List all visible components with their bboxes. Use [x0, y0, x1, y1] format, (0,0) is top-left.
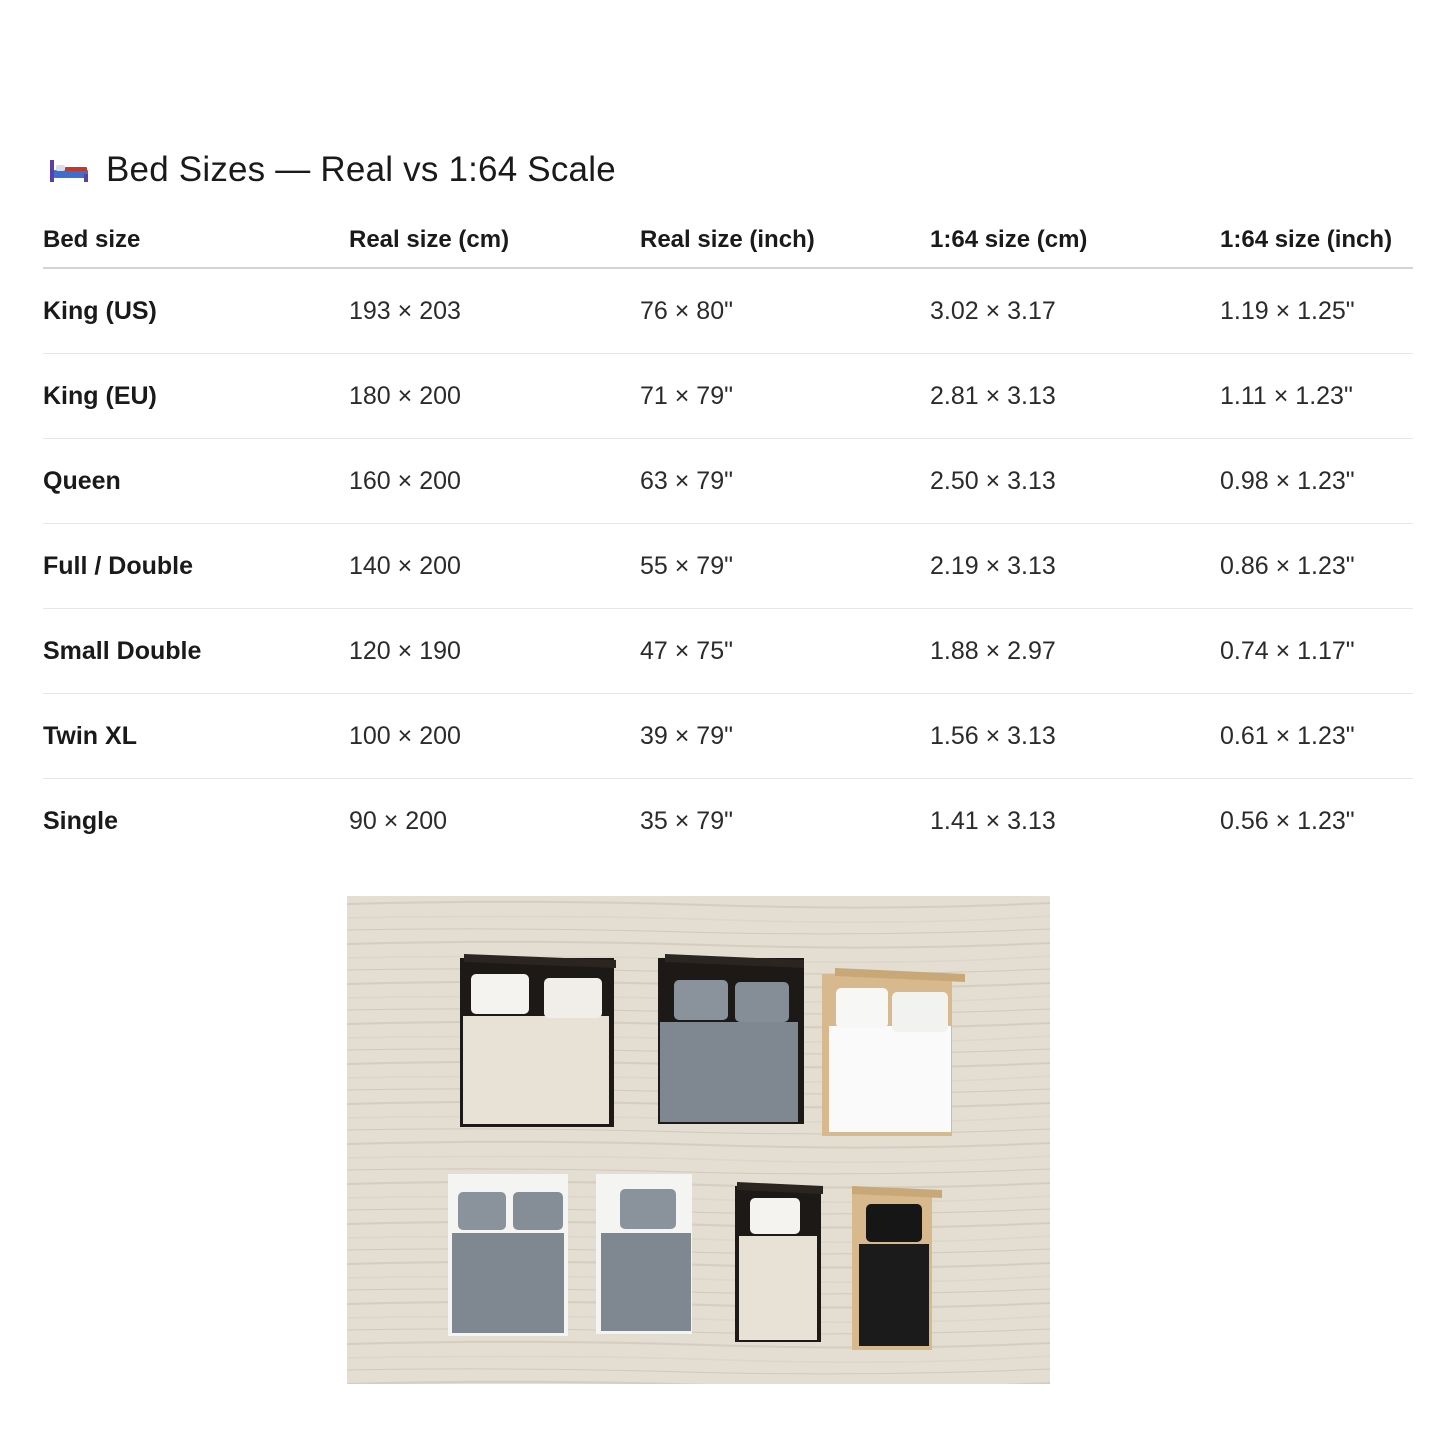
- miniature-bed-white-grey-single: [596, 1174, 692, 1334]
- bed-size-name: Single: [43, 806, 119, 835]
- miniature-bed-natural-white: [822, 968, 965, 1136]
- real-size-inch: 76 × 80": [640, 268, 930, 354]
- real-size-inch: 39 × 79": [640, 694, 930, 779]
- bed-size-name: King (US): [43, 268, 349, 354]
- real-size-cm: 120 × 190: [349, 609, 640, 694]
- scale-size-inch: 0.56 × 1.23": [1220, 806, 1355, 835]
- scale-size-inch: 1.19 × 1.25": [1220, 268, 1413, 354]
- scale-size-inch: 1.11 × 1.23": [1220, 354, 1413, 439]
- scale-size-cm: 3.02 × 3.17: [930, 268, 1220, 354]
- scale-size-cm: 2.19 × 3.13: [930, 524, 1220, 609]
- scale-size-inch: 0.74 × 1.17": [1220, 609, 1413, 694]
- column-header-scale-inch: 1:64 size (inch): [1220, 212, 1413, 268]
- scale-size-cm: 1.88 × 2.97: [930, 609, 1220, 694]
- real-size-cm: 90 × 200: [349, 806, 448, 835]
- column-header-bed-size: Bed size: [43, 212, 349, 268]
- real-size-cm: 160 × 200: [349, 439, 640, 524]
- bed-sizes-table: [43, 212, 1413, 863]
- column-header-real-cm: Real size (cm): [349, 212, 640, 268]
- miniature-beds-photo: [347, 896, 1050, 1384]
- scale-size-inch: 0.86 × 1.23": [1220, 524, 1413, 609]
- scale-size-inch: 0.61 × 1.23": [1220, 694, 1413, 779]
- bed-size-name: Queen: [43, 439, 349, 524]
- bed-size-name: Full / Double: [43, 524, 349, 609]
- scale-size-cm: 1.56 × 3.13: [930, 694, 1220, 779]
- miniature-bed-dark-grey-large: [658, 954, 804, 1124]
- table-header-row: [43, 212, 1413, 268]
- miniature-beds-illustration: [347, 896, 1050, 1384]
- miniature-bed-white-grey-double: [448, 1174, 568, 1336]
- table-row: [43, 354, 1413, 439]
- real-size-cm: 100 × 200: [349, 694, 640, 779]
- real-size-cm: 193 × 203: [349, 268, 640, 354]
- miniature-bed-natural-black: [852, 1186, 942, 1350]
- table-row: [43, 779, 1413, 864]
- bed-size-name: Twin XL: [43, 694, 349, 779]
- real-size-cm: 140 × 200: [349, 524, 640, 609]
- table-row: [43, 524, 1413, 609]
- column-header-scale-cm: 1:64 size (cm): [930, 212, 1220, 268]
- table-row: [43, 694, 1413, 779]
- scale-size-cm: 2.81 × 3.13: [930, 354, 1220, 439]
- real-size-inch: 63 × 79": [640, 439, 930, 524]
- bed-size-name: Small Double: [43, 609, 349, 694]
- title-row: [48, 150, 616, 190]
- scale-size-inch: 0.98 × 1.23": [1220, 439, 1413, 524]
- real-size-inch: 71 × 79": [640, 354, 930, 439]
- table-row: [43, 268, 1413, 354]
- real-size-cm: 180 × 200: [349, 354, 640, 439]
- scale-size-cm: 2.50 × 3.13: [930, 439, 1220, 524]
- miniature-bed-dark-cream-single: [735, 1182, 823, 1342]
- column-header-real-inch: Real size (inch): [640, 212, 930, 268]
- table-row: [43, 609, 1413, 694]
- page-title: Bed Sizes — Real vs 1:64 Scale: [106, 150, 616, 189]
- bed-icon: [48, 156, 90, 184]
- bed-size-name: King (EU): [43, 354, 349, 439]
- real-size-inch: 35 × 79": [640, 806, 733, 835]
- miniature-bed-dark-cream-large: [460, 954, 616, 1127]
- table-row: [43, 439, 1413, 524]
- real-size-inch: 55 × 79": [640, 524, 930, 609]
- real-size-inch: 47 × 75": [640, 609, 930, 694]
- scale-size-cm: 1.41 × 3.13: [930, 806, 1056, 835]
